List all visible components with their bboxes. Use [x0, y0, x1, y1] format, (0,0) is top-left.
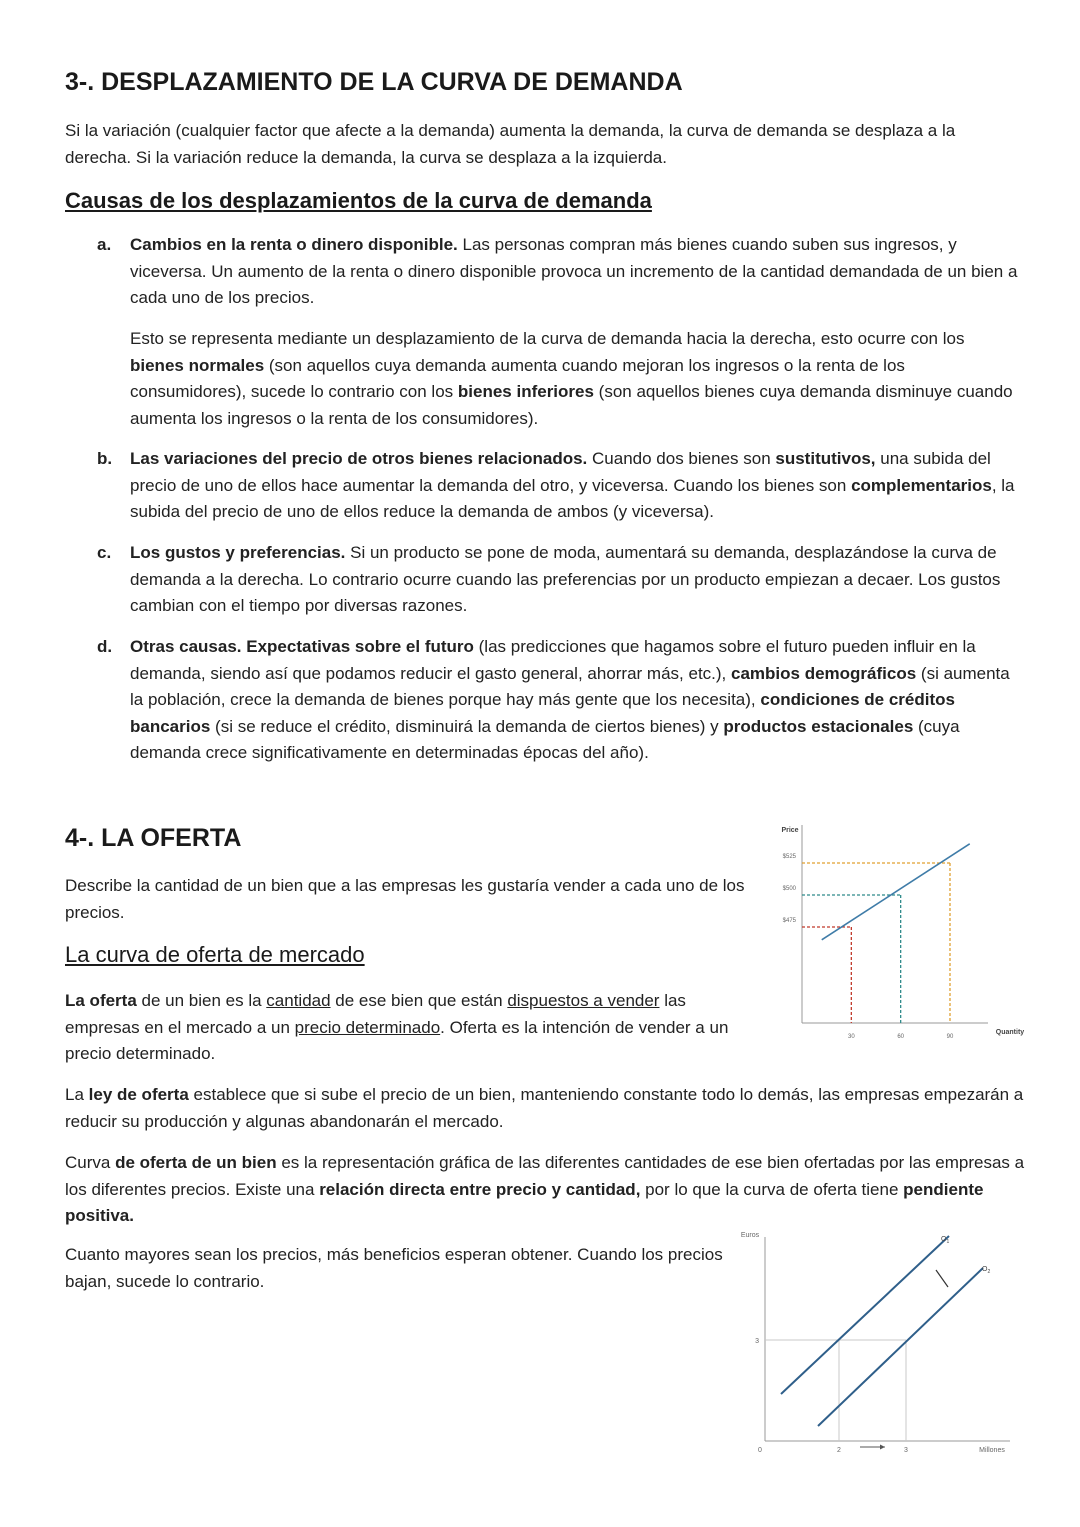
item-a-p2-text: Esto se representa mediante un desplazamiento de la curva de demanda hacia la derecha, esto ocurre con los [130, 329, 965, 348]
term-complementarios: complementarios [851, 475, 992, 495]
y-tick-label: $475 [782, 918, 796, 924]
supply-curve-chart [770, 815, 1040, 1050]
list-item-c [130, 540, 1020, 620]
section-4-intro: Describe la cantidad de un bien que a las empresas les gustaría vender a cada uno de los precios. [65, 876, 745, 922]
x-tick-label: 3 [904, 1447, 908, 1454]
list-marker-b: b. [97, 449, 113, 468]
supply-line-o1 [781, 1236, 949, 1394]
item-d-text: (las predicciones que hagamos sobre el futuro pueden influir en la demanda, siendo así que podamos reducir el gasto general, ahorrar más, etc.), [130, 637, 976, 683]
item-a-lead: Cambios en la renta o dinero disponible. [130, 235, 458, 254]
supply-shift-chart [730, 1225, 1030, 1460]
definition-text-2: de ese bien que están [330, 991, 508, 1010]
term-productos-estacionales: productos estacionales [723, 716, 914, 736]
term-condiciones-creditos: condiciones de créditos bancarios [130, 690, 955, 736]
x-tick-label: 90 [946, 1034, 954, 1040]
supply-line-o2 [818, 1268, 983, 1426]
section-4-subtitle: La curva de oferta de mercado [65, 942, 365, 967]
item-a-p2-text-3: (son aquellos bienes cuya demanda disminuye cuando aumenta los ingresos o la renta de los consumidores). [130, 382, 1013, 428]
shift-arrow-icon [936, 1270, 948, 1287]
item-a-p2-text-2: (son aquellos cuya demanda aumenta cuando mejoran los ingresos o la renta de los consumidores), sucede lo contrario con los [130, 355, 905, 401]
term-sustitutivos: sustitutivos, [775, 449, 876, 468]
law-text: La [65, 1085, 89, 1104]
section-3-intro: Si la variación (cualquier factor que afecte a la demanda) aumenta la demanda, la curva de demanda se desplaza a la derecha. Si la variación reduce la demanda, la curva se desplaza a la izquierda. [65, 121, 956, 167]
x-tick-label: 30 [847, 1034, 855, 1040]
curve-text-2: es la representación gráfica de las diferentes cantidades de ese bien ofertadas por las empresas a los diferentes precios. Existe una [65, 1153, 1025, 1199]
item-d-lead: Otras causas. Expectativas sobre el futuro [130, 637, 474, 656]
section-4-title: 4-. LA OFERTA [65, 824, 242, 852]
list-item-b [130, 446, 1020, 526]
list-marker-c: c. [97, 543, 112, 562]
term-la-oferta: La oferta [65, 991, 137, 1010]
term-dispuestos-a-vender: dispuestos a vender [507, 991, 660, 1010]
y-tick-label: 3 [755, 1338, 759, 1345]
term-pendiente-positiva: pendiente positiva. [65, 1179, 984, 1225]
item-c-text: Si un producto se pone de moda, aumentará su demanda, desplazándose la curva de demanda a la derecha. Lo contrario ocurre cuando las preferencias por un producto empiezan a decaer. Los gustos cambian con el tiempo por diversas razones. [130, 543, 1001, 615]
list-item-a-paragraph-2 [130, 326, 1020, 432]
supply-curve-definition [65, 1150, 1025, 1230]
term-precio-determinado: precio determinado [294, 1017, 441, 1037]
list-item-d [130, 634, 1020, 767]
supply-law [65, 1082, 1025, 1135]
y-tick-label: $500 [782, 886, 796, 892]
curve-text-3: por lo que la curva de oferta tiene [640, 1179, 904, 1199]
x-axis-label: Millones [979, 1447, 1005, 1454]
item-d-text-4: (cuya demanda crece significativamente en determinadas épocas del año). [130, 716, 960, 762]
y-axis-label: Price [781, 827, 799, 834]
item-b-text-2: una subida del precio de uno de ellos hace aumentar la demanda del otro, y viceversa. Cuando los bienes son [130, 449, 991, 495]
x-tick-label: 60 [897, 1034, 905, 1040]
item-c-lead: Los gustos y preferencias. [130, 543, 346, 562]
law-text-2: establece que si sube el precio de un bien, manteniendo constante todo lo demás, las empresas empezarán a reducir su producción y algunas abandonarán el mercado. [65, 1085, 1024, 1131]
x-tick-label: 2 [837, 1447, 841, 1454]
list-item-a [130, 232, 1020, 312]
item-a-text: Las personas compran más bienes cuando suben sus ingresos, y viceversa. Un aumento de la renta o dinero disponible provoca un incremento de la cantidad demandada de un bien a cada uno de los precios. [130, 235, 1018, 307]
section-3-subtitle: Causas de los desplazamientos de la curva de demanda [65, 188, 652, 213]
definition-text-3: las empresas en el mercado a un [65, 991, 686, 1037]
term-relacion-directa: relación directa entre precio y cantidad, [319, 1179, 641, 1199]
term-ley-de-oferta: ley de oferta [88, 1085, 189, 1104]
origin-label: 0 [758, 1447, 762, 1454]
item-d-text-2: (si aumenta la población, crece la demanda de bienes porque hay más gente que los necesita), [130, 663, 1010, 709]
term-oferta-de-un-bien: de oferta de un bien [115, 1153, 277, 1172]
section-3-title: 3-. DESPLAZAMIENTO DE LA CURVA DE DEMANDA [65, 68, 683, 96]
list-marker-d: d. [97, 637, 113, 656]
term-cambios-demograficos: cambios demográficos [731, 663, 917, 683]
term-cantidad: cantidad [266, 991, 331, 1010]
y-axis-label: Euros [740, 1232, 760, 1239]
definition-text: de un bien es la [136, 991, 267, 1010]
series-label-o2: $O_2$ [982, 1266, 991, 1275]
curve-text: Curva [65, 1153, 116, 1172]
item-b-text-3: , la subida del precio de uno de ellos reduce la demanda de ambos (y viceversa). [130, 475, 1015, 521]
supply-line [822, 844, 970, 940]
x-axis-label: Quantity [995, 1029, 1025, 1036]
term-bienes-normales: bienes normales [130, 355, 265, 375]
arrow-head-icon [880, 1445, 885, 1450]
y-tick-label: $525 [782, 854, 796, 860]
item-b-lead: Las variaciones del precio de otros bienes relacionados. [130, 449, 588, 468]
supply-closing: Cuanto mayores sean los precios, más beneficios esperan obtener. Cuando los precios bajan, sucede lo contrario. [65, 1245, 723, 1291]
definition-text-4: . Oferta es la intención de vender a un precio determinado. [65, 1017, 729, 1063]
series-label-o1: $O_1$ [941, 1236, 950, 1245]
list-marker-a: a. [97, 235, 112, 254]
supply-definition [65, 988, 765, 1068]
item-d-text-3: (si se reduce el crédito, disminuirá la demanda de ciertos bienes) y [210, 716, 724, 736]
term-bienes-inferiores: bienes inferiores [457, 382, 594, 401]
item-b-text: Cuando dos bienes son [587, 449, 776, 468]
